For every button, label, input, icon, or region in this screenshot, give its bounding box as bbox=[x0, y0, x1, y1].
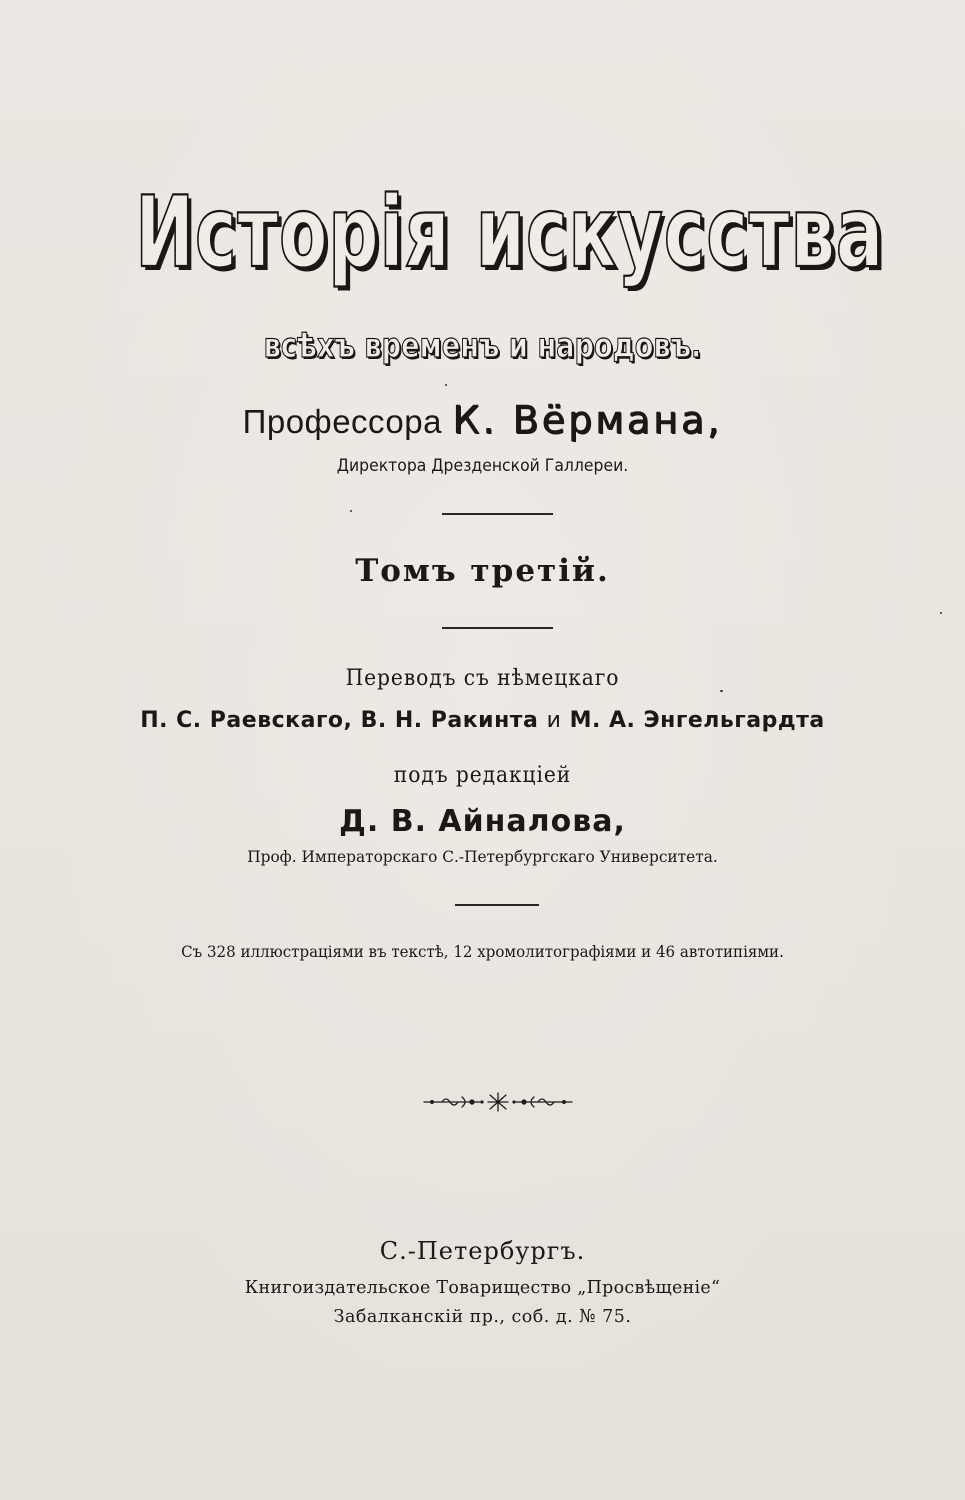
paper-speck bbox=[350, 510, 352, 512]
fleuron-ornament-icon bbox=[422, 1089, 574, 1115]
paper-speck bbox=[445, 384, 447, 386]
author-prefix: Профессора bbox=[242, 403, 442, 440]
illustrations-note: Съ 328 иллюстраціями въ текстѣ, 12 хромолитографіями и 46 автотипіями. bbox=[181, 942, 784, 961]
divider-rule bbox=[455, 904, 539, 906]
translation-label: Переводъ съ нѣмецкаго bbox=[345, 666, 620, 691]
paper-speck bbox=[720, 690, 723, 692]
divider-rule bbox=[442, 513, 553, 515]
publication-city: С.-Петербургъ. bbox=[379, 1237, 586, 1265]
publisher-name: Книгоиздательское Товарищество „Просвѣщеніе“ bbox=[244, 1277, 721, 1298]
book-subtitle: всѣхъ временъ и народовъ. bbox=[263, 326, 702, 366]
paper-speck bbox=[940, 612, 942, 614]
publisher-address: Забалканскій пр., соб. д. № 75. bbox=[333, 1306, 632, 1327]
translators-line bbox=[0, 705, 965, 737]
volume-number: Томъ третій. bbox=[355, 553, 610, 589]
author-name: К. Вёрмана, bbox=[452, 398, 723, 442]
translators-last-name: М. А. Энгельгардта bbox=[569, 708, 825, 733]
book-title: Исторія искусства bbox=[135, 176, 885, 290]
author-line bbox=[0, 396, 965, 446]
editor-position: Проф. Императорскаго С.-Петербургскаго Университета. bbox=[247, 847, 718, 866]
divider-rule bbox=[442, 627, 553, 629]
edited-label: подъ редакціей bbox=[393, 763, 572, 788]
translators-names: П. С. Раевскаго, В. Н. Ракинта bbox=[140, 708, 539, 733]
editor-name: Д. В. Айналова, bbox=[339, 804, 626, 839]
author-position: Директора Дрезденской Галлереи. bbox=[336, 456, 629, 476]
translators-conjunction: и bbox=[546, 708, 562, 733]
